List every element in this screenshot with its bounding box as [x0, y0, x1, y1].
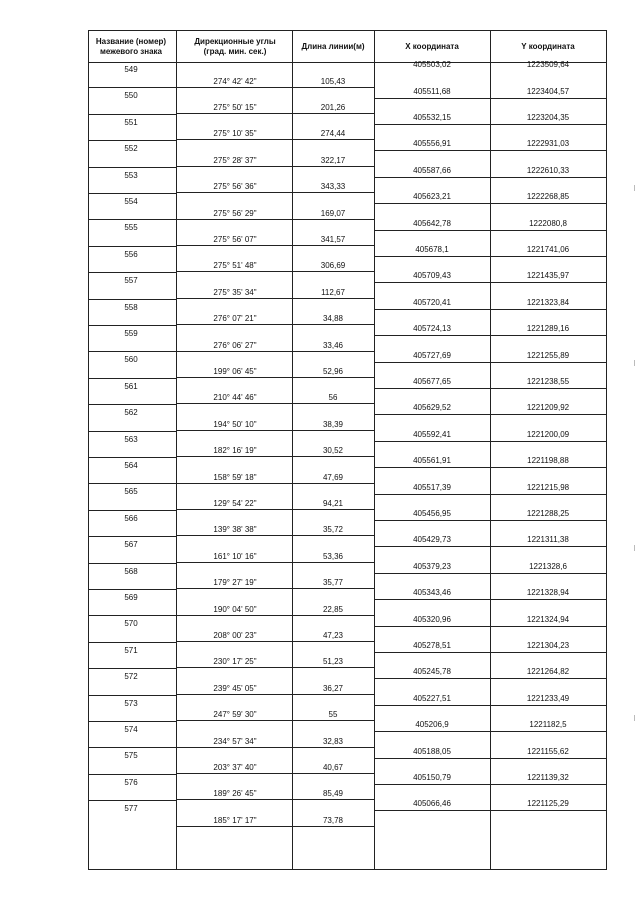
coord-row-border [374, 362, 606, 363]
direction-angle: 275° 56' 07" [213, 234, 257, 244]
name-row-border [88, 378, 176, 379]
coord-row-border [374, 256, 606, 257]
point-name: 569 [124, 593, 138, 602]
coord-row-border [374, 150, 606, 151]
table-bottom-border [88, 869, 607, 870]
segment-row-border [176, 430, 374, 431]
line-length: 52,96 [322, 366, 344, 376]
point-name: 567 [124, 540, 138, 550]
coord-row-border [374, 678, 606, 679]
coord-row-border [374, 230, 606, 231]
direction-angle: 203° 37' 40" [213, 762, 257, 772]
line-length: 35,77 [322, 578, 344, 588]
y-coordinate: 1222080,8 [529, 218, 567, 228]
direction-angle: 161° 10' 16" [213, 551, 257, 561]
direction-angle: 239° 45' 05" [213, 683, 257, 693]
coord-row-border [374, 467, 606, 468]
point-name: 557 [124, 276, 138, 286]
segment-row-border [176, 113, 374, 114]
name-row-border [88, 114, 176, 115]
name-row-border [88, 615, 176, 616]
name-row-border [88, 457, 176, 458]
line-length: 274,44 [320, 129, 346, 139]
line-length: 94,21 [322, 498, 344, 508]
point-name: 551 [124, 117, 138, 127]
point-name: 568 [124, 566, 138, 576]
direction-angle: 275° 35' 34" [213, 287, 257, 297]
point-name: 570 [124, 619, 138, 629]
y-coordinate: 1221435,97 [526, 271, 570, 281]
y-coordinate: 1221200,09 [526, 429, 570, 439]
name-row-border [88, 536, 176, 537]
coord-row-border [374, 98, 606, 99]
direction-angle: 208° 00' 23" [213, 630, 257, 640]
header-name: Название (номер) межевого знака [95, 37, 167, 56]
direction-angle: 158° 59' 18" [213, 472, 257, 482]
point-name: 562 [124, 408, 138, 418]
x-coordinate: 405623,21 [413, 192, 451, 202]
point-name: 577 [124, 804, 138, 814]
name-row-border [88, 695, 176, 696]
direction-angle: 276° 06' 27" [213, 340, 257, 350]
name-row-border [88, 272, 176, 273]
point-name: 559 [124, 329, 138, 338]
segment-row-border [176, 773, 374, 774]
direction-angle: 274° 42' 42" [213, 76, 257, 86]
y-coordinate: 1221288,25 [526, 509, 570, 519]
coord-row-border [374, 177, 606, 178]
y-coordinate: 1223509,64 [526, 60, 570, 70]
point-name: 552 [124, 144, 138, 154]
segment-row-border [176, 166, 374, 167]
x-coordinate: 405592,41 [413, 429, 451, 439]
direction-angle: 276° 07' 21" [213, 314, 257, 324]
segment-row-border [176, 747, 374, 748]
segment-row-border [176, 799, 374, 800]
point-name: 575 [124, 751, 138, 761]
column-border [88, 30, 89, 869]
direction-angle: 275° 51' 48" [213, 261, 257, 271]
segment-row-border [176, 694, 374, 695]
segment-row-border [176, 403, 374, 404]
point-name: 561 [124, 381, 138, 391]
line-length: 341,57 [320, 234, 346, 244]
segment-row-border [176, 377, 374, 378]
point-name: 574 [124, 725, 138, 734]
y-coordinate: 1223204,35 [526, 113, 570, 123]
segment-row-border [176, 192, 374, 193]
segment-row-border [176, 483, 374, 484]
point-name: 554 [124, 197, 138, 206]
x-coordinate: 405456,95 [413, 509, 451, 519]
name-row-border [88, 431, 176, 432]
segment-row-border [176, 456, 374, 457]
y-coordinate: 1221304,23 [526, 641, 570, 651]
direction-angle: 129° 54' 22" [213, 498, 257, 508]
header-angle: Дирекционные углы (град. мин. сек.) [194, 37, 276, 56]
y-coordinate: 1221741,06 [526, 245, 570, 255]
name-row-border [88, 510, 176, 511]
name-row-border [88, 404, 176, 405]
point-name: 571 [124, 645, 138, 655]
y-coordinate: 1221255,89 [526, 350, 570, 360]
y-coordinate: 1221324,94 [526, 614, 570, 624]
direction-angle: 194° 50' 10" [213, 419, 257, 429]
name-row-border [88, 774, 176, 775]
point-name: 572 [124, 672, 138, 682]
x-coordinate: 405678,1 [415, 245, 449, 255]
segment-row-border [176, 271, 374, 272]
segment-row-border [176, 588, 374, 589]
scan-mark [634, 185, 635, 191]
direction-angle: 230° 17' 25" [213, 657, 257, 667]
x-coordinate: 405320,96 [413, 614, 451, 624]
point-name: 576 [124, 777, 138, 787]
y-coordinate: 1221139,32 [527, 773, 569, 783]
column-border [490, 30, 491, 869]
line-length: 35,72 [322, 525, 344, 535]
column-border [606, 30, 607, 869]
x-coordinate: 405720,41 [413, 297, 451, 307]
segment-row-border [176, 826, 374, 827]
y-coordinate: 1221328,94 [526, 588, 570, 598]
line-length: 47,23 [322, 630, 344, 640]
coord-row-border [374, 494, 606, 495]
x-coordinate: 405677,65 [413, 377, 451, 387]
x-coordinate: 405561,91 [413, 456, 451, 466]
point-name: 560 [124, 355, 138, 365]
line-length: 322,17 [320, 155, 346, 165]
line-length: 51,23 [322, 657, 344, 667]
direction-angle: 247° 59' 30" [213, 710, 257, 720]
x-coordinate: 405511,68 [413, 86, 451, 96]
x-coordinate: 405379,23 [413, 561, 451, 571]
line-length: 55 [328, 710, 338, 720]
coord-row-border [374, 573, 606, 574]
point-name: 566 [124, 513, 138, 523]
point-name: 558 [124, 302, 138, 312]
y-coordinate: 1221198,88 [527, 456, 569, 466]
y-coordinate: 1222268,85 [526, 192, 570, 202]
name-row-border [88, 140, 176, 141]
x-coordinate: 405343,46 [413, 588, 451, 598]
line-length: 343,33 [320, 182, 346, 192]
coord-row-border [374, 309, 606, 310]
line-length: 38,39 [322, 419, 344, 429]
segment-row-border [176, 562, 374, 563]
line-length: 306,69 [320, 261, 346, 271]
x-coordinate: 405278,51 [413, 641, 451, 651]
name-row-border [88, 668, 176, 669]
y-coordinate: 1221233,49 [526, 693, 570, 703]
line-length: 22,85 [322, 604, 344, 614]
segment-row-border [176, 245, 374, 246]
segment-row-border [176, 87, 374, 88]
coord-row-border [374, 758, 606, 759]
line-length: 32,83 [322, 736, 344, 746]
y-coordinate: 1221125,29 [527, 799, 569, 809]
line-length: 40,67 [322, 762, 344, 772]
scan-mark [634, 545, 635, 551]
coord-row-border [374, 441, 606, 442]
line-length: 53,36 [322, 551, 344, 561]
x-coordinate: 405066,46 [413, 799, 451, 809]
point-name: 573 [124, 698, 138, 708]
name-row-border [88, 193, 176, 194]
scan-mark [634, 715, 635, 721]
y-coordinate: 1221323,84 [526, 297, 570, 307]
name-row-border [88, 219, 176, 220]
line-length: 73,78 [322, 815, 344, 825]
x-coordinate: 405517,39 [413, 482, 451, 492]
header-length: Длина линии(м) [301, 42, 365, 51]
line-length: 33,46 [322, 340, 344, 350]
direction-angle: 179° 27' 19" [213, 578, 257, 588]
name-row-border [88, 246, 176, 247]
point-name: 555 [124, 223, 138, 233]
point-name: 549 [124, 65, 138, 74]
y-coordinate: 1221289,16 [526, 324, 570, 334]
x-coordinate: 405642,78 [413, 218, 451, 228]
direction-angle: 275° 56' 29" [213, 208, 257, 218]
line-length: 30,52 [322, 446, 344, 456]
x-coordinate: 405629,52 [413, 403, 451, 413]
coord-row-border [374, 626, 606, 627]
name-row-border [88, 299, 176, 300]
coord-row-border [374, 124, 606, 125]
segment-row-border [176, 351, 374, 352]
coord-row-border [374, 388, 606, 389]
column-border [374, 30, 375, 869]
direction-angle: 275° 28' 37" [213, 155, 257, 165]
name-row-border [88, 87, 176, 88]
coord-row-border [374, 599, 606, 600]
segment-row-border [176, 720, 374, 721]
coord-row-border [374, 335, 606, 336]
direction-angle: 275° 56' 36" [213, 182, 257, 192]
header-y: Y координата [521, 42, 575, 51]
table-top-border [88, 30, 607, 31]
line-length: 34,88 [322, 314, 344, 324]
x-coordinate: 405188,05 [413, 746, 451, 756]
segment-row-border [176, 535, 374, 536]
y-coordinate: 1221182,5 [529, 720, 567, 730]
point-name: 563 [124, 434, 138, 444]
direction-angle: 199° 06' 45" [213, 366, 257, 376]
name-row-border [88, 800, 176, 801]
name-row-border [88, 483, 176, 484]
direction-angle: 275° 10' 35" [213, 129, 257, 139]
coord-row-border [374, 784, 606, 785]
y-coordinate: 1221311,38 [527, 535, 569, 545]
direction-angle: 234° 57' 34" [213, 736, 257, 746]
segment-row-border [176, 324, 374, 325]
direction-angle: 182° 16' 19" [213, 446, 257, 456]
y-coordinate: 1221328,6 [529, 561, 567, 571]
y-coordinate: 1221238,55 [526, 377, 570, 387]
line-length: 36,27 [322, 683, 344, 693]
coord-row-border [374, 282, 606, 283]
direction-angle: 189° 26' 45" [213, 789, 257, 799]
x-coordinate: 405227,51 [413, 693, 451, 703]
y-coordinate: 1222610,33 [526, 165, 570, 175]
y-coordinate: 1221264,82 [526, 667, 570, 677]
direction-angle: 275° 50' 15" [213, 102, 257, 112]
line-length: 47,69 [322, 472, 344, 482]
x-coordinate: 405727,69 [413, 350, 451, 360]
direction-angle: 139° 38' 38" [213, 525, 257, 535]
scan-mark [634, 360, 635, 366]
point-name: 550 [124, 91, 138, 101]
x-coordinate: 405150,79 [413, 773, 451, 783]
line-length: 201,26 [320, 102, 346, 112]
name-row-border [88, 167, 176, 168]
segment-row-border [176, 615, 374, 616]
segment-row-border [176, 298, 374, 299]
x-coordinate: 405429,73 [413, 535, 451, 545]
direction-angle: 190° 04' 50" [213, 604, 257, 614]
segment-row-border [176, 509, 374, 510]
x-coordinate: 405587,66 [413, 165, 451, 175]
name-row-border [88, 721, 176, 722]
name-row-border [88, 589, 176, 590]
line-length: 85,49 [322, 789, 344, 799]
segment-row-border [176, 667, 374, 668]
name-row-border [88, 747, 176, 748]
segment-row-border [176, 139, 374, 140]
point-name: 556 [124, 249, 138, 259]
x-coordinate: 405245,78 [413, 667, 451, 677]
direction-angle: 210° 44' 46" [213, 393, 257, 403]
y-coordinate: 1222931,03 [526, 139, 570, 149]
coord-row-border [374, 414, 606, 415]
x-coordinate: 405709,43 [413, 271, 451, 281]
x-coordinate: 405206,9 [415, 720, 449, 730]
y-coordinate: 1221155,62 [527, 746, 569, 756]
coord-row-border [374, 810, 606, 811]
coord-row-border [374, 652, 606, 653]
column-border [292, 30, 293, 869]
line-length: 112,67 [321, 287, 345, 297]
header-x: X координата [405, 42, 459, 51]
column-border [176, 30, 177, 869]
x-coordinate: 405503,02 [413, 60, 451, 70]
line-length: 56 [328, 393, 338, 403]
y-coordinate: 1221215,98 [526, 482, 570, 492]
point-name: 565 [124, 487, 138, 497]
name-row-border [88, 563, 176, 564]
name-row-border [88, 325, 176, 326]
y-coordinate: 1221209,92 [526, 403, 570, 413]
direction-angle: 185° 17' 17" [213, 815, 257, 825]
x-coordinate: 405532,15 [413, 113, 451, 123]
coord-row-border [374, 546, 606, 547]
point-name: 564 [124, 461, 138, 470]
line-length: 169,07 [320, 208, 346, 218]
line-length: 105,43 [320, 76, 346, 86]
name-row-border [88, 351, 176, 352]
coord-row-border [374, 203, 606, 204]
coord-row-border [374, 731, 606, 732]
x-coordinate: 405556,91 [413, 139, 451, 149]
segment-row-border [176, 641, 374, 642]
segment-row-border [176, 219, 374, 220]
coord-row-border [374, 705, 606, 706]
x-coordinate: 405724,13 [413, 324, 451, 334]
point-name: 553 [124, 170, 138, 180]
y-coordinate: 1223404,57 [526, 86, 570, 96]
coord-row-border [374, 520, 606, 521]
name-row-border [88, 642, 176, 643]
